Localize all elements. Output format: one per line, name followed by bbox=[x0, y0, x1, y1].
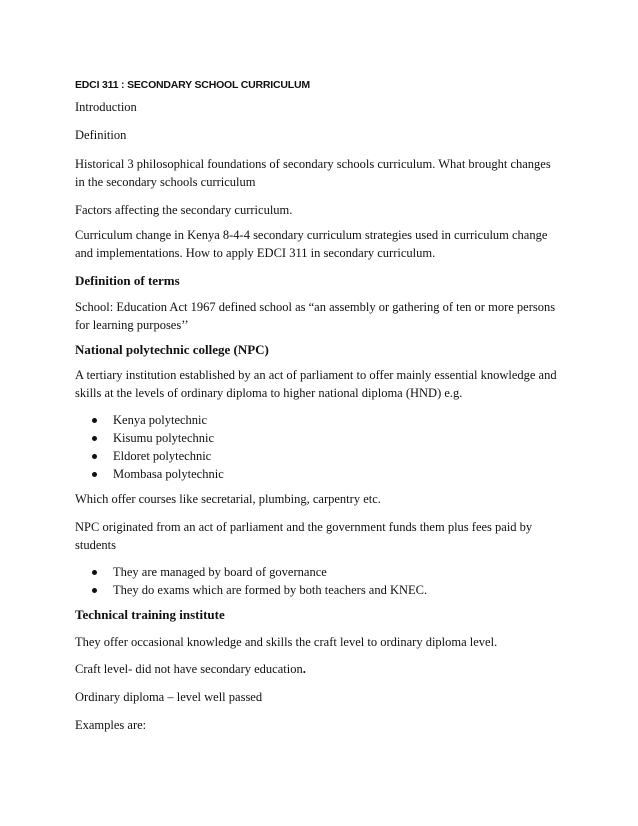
school-definition-line-1: School: Education Act 1967 defined school as “an assembly or gathering of ten or more persons bbox=[75, 300, 556, 314]
factors-line: Factors affecting the secondary curriculum. bbox=[75, 203, 293, 217]
definition-line: Definition bbox=[75, 128, 127, 142]
ordinary-diploma-line: Ordinary diploma – level well passed bbox=[75, 690, 263, 704]
bullet-icon bbox=[92, 570, 97, 575]
npc-heading: National polytechnic college (NPC) bbox=[75, 342, 269, 357]
document-title: EDCI 311 : SECONDARY SCHOOL CURRICULUM bbox=[75, 79, 310, 91]
curriculum-line-1: Curriculum change in Kenya 8-4-4 secondary curriculum strategies used in curriculum change bbox=[75, 228, 548, 242]
examples-line: Examples are: bbox=[75, 718, 147, 732]
list-item: Kisumu polytechnic bbox=[113, 431, 215, 445]
bullet-icon bbox=[92, 472, 97, 477]
list-item: Kenya polytechnic bbox=[113, 413, 208, 427]
craft-level-period: . bbox=[302, 662, 306, 676]
npc-description-line-2: skills at the levels of ordinary diploma to higher national diploma (HND) e.g. bbox=[75, 386, 463, 400]
intro-line: Introduction bbox=[75, 100, 137, 114]
npc-description-line-1: A tertiary institution established by an act of parliament to offer mainly essential knowledge and bbox=[75, 368, 557, 382]
list-item: They do exams which are formed by both teachers and KNEC. bbox=[113, 583, 428, 597]
curriculum-line-2: and implementations. How to apply EDCI 311 in secondary curriculum. bbox=[75, 246, 436, 260]
list-item: They are managed by board of governance bbox=[113, 565, 327, 579]
bullet-icon bbox=[92, 454, 97, 459]
definition-of-terms-heading: Definition of terms bbox=[75, 273, 180, 288]
tti-heading: Technical training institute bbox=[75, 607, 225, 622]
bullet-icon bbox=[92, 436, 97, 441]
historical-line-1: Historical 3 philosophical foundations of secondary schools curriculum. What brought changes bbox=[75, 157, 551, 171]
bullet-icon bbox=[92, 588, 97, 593]
bullet-icon bbox=[92, 418, 97, 423]
courses-line: Which offer courses like secretarial, plumbing, carpentry etc. bbox=[75, 492, 381, 506]
list-item: Eldoret polytechnic bbox=[113, 449, 212, 463]
historical-line-2: in the secondary schools curriculum bbox=[75, 175, 256, 189]
school-definition-line-2: for learning purposes’’ bbox=[75, 318, 189, 332]
npc-origin-line-1: NPC originated from an act of parliament and the government funds them plus fees paid by bbox=[75, 520, 533, 534]
craft-level-text: Craft level- did not have secondary education bbox=[75, 662, 303, 676]
list-item: Mombasa polytechnic bbox=[113, 467, 224, 481]
craft-level-line bbox=[75, 660, 306, 678]
tti-description-line: They offer occasional knowledge and skills the craft level to ordinary diploma level. bbox=[75, 635, 498, 649]
npc-origin-line-2: students bbox=[75, 538, 116, 552]
